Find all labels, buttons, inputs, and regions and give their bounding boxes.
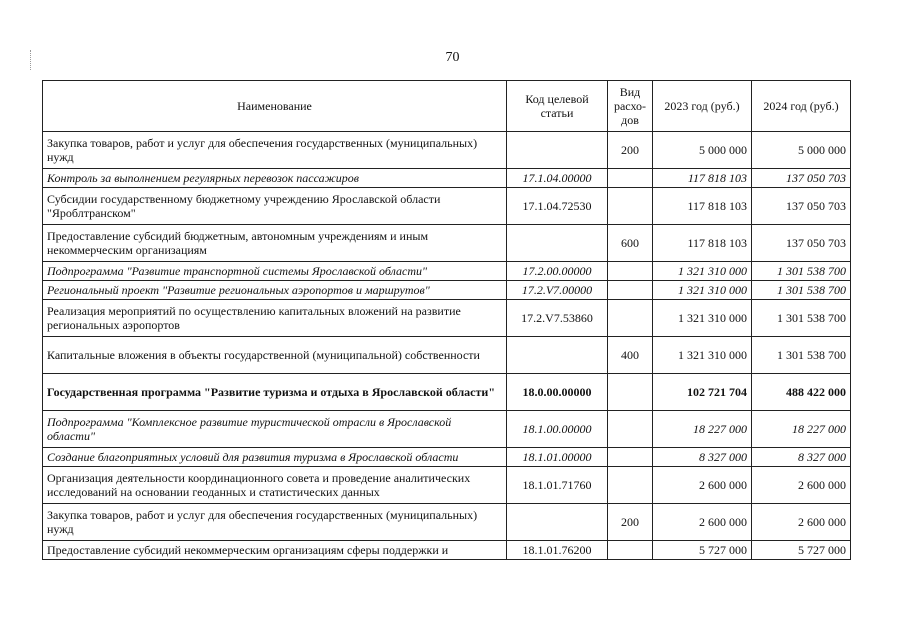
- row-code: [507, 504, 608, 541]
- row-name: Региональный проект "Развитие региональных аэропортов и маршрутов": [43, 281, 507, 300]
- table-header-row: [43, 81, 851, 132]
- header-name: Наименование: [43, 81, 507, 132]
- table-row: [43, 374, 851, 411]
- header-2023: 2023 год (руб.): [653, 81, 752, 132]
- row-expense-type: [608, 541, 653, 560]
- row-code: 18.0.00.00000: [507, 374, 608, 411]
- row-expense-type: [608, 300, 653, 337]
- row-name: Контроль за выполнением регулярных перевозок пассажиров: [43, 169, 507, 188]
- row-2023: 1 321 310 000: [653, 262, 752, 281]
- row-code: 18.1.01.76200: [507, 541, 608, 560]
- row-expense-type: [608, 448, 653, 467]
- row-2024: 137 050 703: [752, 225, 851, 262]
- row-expense-type: [608, 467, 653, 504]
- row-code: 18.1.00.00000: [507, 411, 608, 448]
- row-name: Реализация мероприятий по осуществлению капитальных вложений на развитие региональных аэропортов: [43, 300, 507, 337]
- row-code: 17.2.00.00000: [507, 262, 608, 281]
- row-expense-type: [608, 281, 653, 300]
- row-code: 17.2.V7.00000: [507, 281, 608, 300]
- table-row: [43, 541, 851, 560]
- row-code: 17.1.04.00000: [507, 169, 608, 188]
- header-target-code: Код целевой статьи: [507, 81, 608, 132]
- table-row: [43, 300, 851, 337]
- row-2023: 5 727 000: [653, 541, 752, 560]
- row-name: Предоставление субсидий бюджетным, автономным учреждениям и иным некоммерческим организациям: [43, 225, 507, 262]
- row-2023: 117 818 103: [653, 169, 752, 188]
- table-row: [43, 504, 851, 541]
- page-number: 70: [445, 50, 460, 65]
- table-row: [43, 132, 851, 169]
- table-row: [43, 448, 851, 467]
- row-2024: 2 600 000: [752, 467, 851, 504]
- row-2023: 2 600 000: [653, 504, 752, 541]
- row-code: 18.1.01.00000: [507, 448, 608, 467]
- table-row: [43, 467, 851, 504]
- table-row: [43, 337, 851, 374]
- table-row: [43, 281, 851, 300]
- row-2024: 1 301 538 700: [752, 281, 851, 300]
- row-2024: 18 227 000: [752, 411, 851, 448]
- row-2024: 8 327 000: [752, 448, 851, 467]
- table-row: [43, 169, 851, 188]
- row-code: [507, 225, 608, 262]
- row-name: Закупка товаров, работ и услуг для обеспечения государственных (муниципальных) нужд: [43, 132, 507, 169]
- row-2024: 5 000 000: [752, 132, 851, 169]
- table-row: [43, 411, 851, 448]
- row-2023: 117 818 103: [653, 225, 752, 262]
- row-name: Подпрограмма "Комплексное развитие туристической отрасли в Ярославской области": [43, 411, 507, 448]
- row-2023: 5 000 000: [653, 132, 752, 169]
- row-2023: 1 321 310 000: [653, 337, 752, 374]
- row-2023: 2 600 000: [653, 467, 752, 504]
- row-2023: 102 721 704: [653, 374, 752, 411]
- row-2023: 117 818 103: [653, 188, 752, 225]
- table-row: [43, 225, 851, 262]
- row-2023: 1 321 310 000: [653, 281, 752, 300]
- table-row: [43, 262, 851, 281]
- row-code: [507, 337, 608, 374]
- row-code: 17.1.04.72530: [507, 188, 608, 225]
- row-2024: 137 050 703: [752, 188, 851, 225]
- row-name: Капитальные вложения в объекты государственной (муниципальной) собственности: [43, 337, 507, 374]
- row-name: Закупка товаров, работ и услуг для обеспечения государственных (муниципальных) нужд: [43, 504, 507, 541]
- row-2024: 488 422 000: [752, 374, 851, 411]
- budget-table: [42, 80, 851, 560]
- row-name: Подпрограмма "Развитие транспортной системы Ярославской области": [43, 262, 507, 281]
- row-expense-type: 400: [608, 337, 653, 374]
- table-row: [43, 188, 851, 225]
- row-expense-type: 200: [608, 504, 653, 541]
- row-2023: 8 327 000: [653, 448, 752, 467]
- row-2024: 5 727 000: [752, 541, 851, 560]
- row-name: Субсидии государственному бюджетному учреждению Ярославской области "Яроблтранском": [43, 188, 507, 225]
- row-2024: 2 600 000: [752, 504, 851, 541]
- row-2024: 137 050 703: [752, 169, 851, 188]
- row-expense-type: 600: [608, 225, 653, 262]
- row-expense-type: [608, 169, 653, 188]
- row-2024: 1 301 538 700: [752, 337, 851, 374]
- row-name: Предоставление субсидий некоммерческим организациям сферы поддержки и: [43, 541, 507, 560]
- row-name: Организация деятельности координационного совета и проведение аналитических исследований на основании геоданных и статистических данных: [43, 467, 507, 504]
- row-code: 18.1.01.71760: [507, 467, 608, 504]
- row-2024: 1 301 538 700: [752, 300, 851, 337]
- row-2023: 1 321 310 000: [653, 300, 752, 337]
- row-2024: 1 301 538 700: [752, 262, 851, 281]
- row-expense-type: [608, 374, 653, 411]
- header-2024: 2024 год (руб.): [752, 81, 851, 132]
- row-code: [507, 132, 608, 169]
- row-expense-type: 200: [608, 132, 653, 169]
- row-expense-type: [608, 262, 653, 281]
- header-expense-type: Вид расхо-дов: [608, 81, 653, 132]
- row-code: 17.2.V7.53860: [507, 300, 608, 337]
- row-expense-type: [608, 411, 653, 448]
- row-name: Государственная программа "Развитие туризма и отдыха в Ярославской области": [43, 374, 507, 411]
- row-expense-type: [608, 188, 653, 225]
- row-2023: 18 227 000: [653, 411, 752, 448]
- row-name: Создание благоприятных условий для развития туризма в Ярославской области: [43, 448, 507, 467]
